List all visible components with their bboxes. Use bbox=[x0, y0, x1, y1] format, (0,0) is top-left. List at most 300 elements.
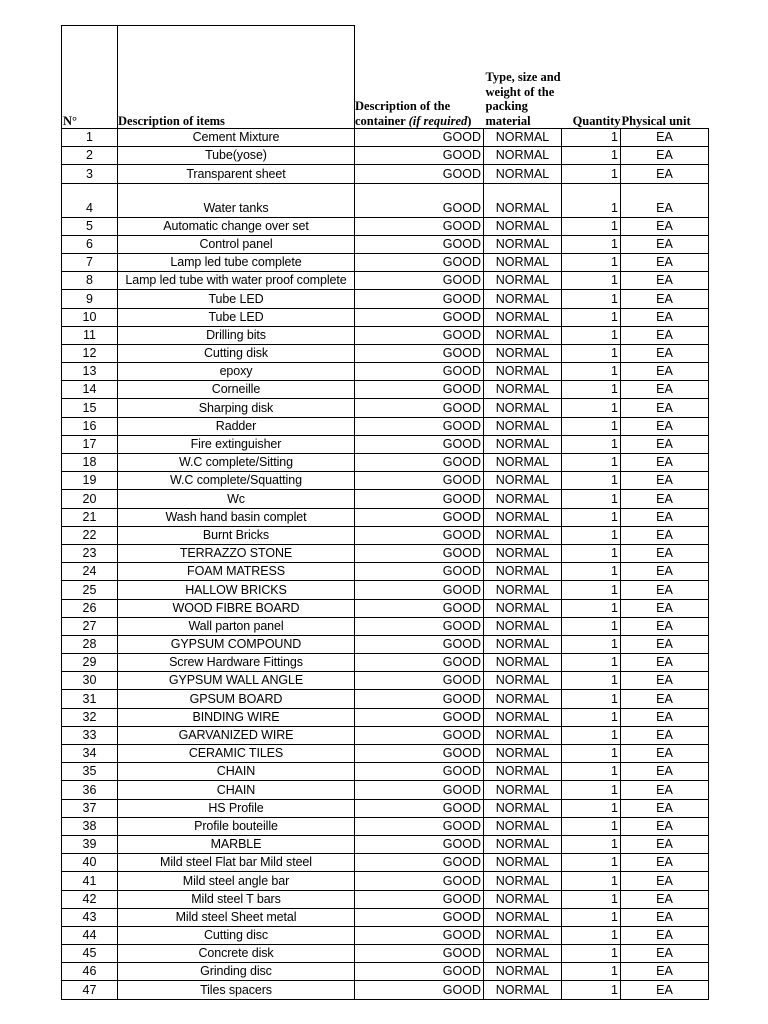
cell-unit: EA bbox=[621, 690, 709, 708]
cell-no: 4 bbox=[62, 183, 118, 217]
cell-type: NORMAL bbox=[484, 147, 562, 165]
table-row bbox=[62, 872, 709, 890]
cell-container: GOOD bbox=[355, 781, 484, 799]
cell-type: NORMAL bbox=[484, 581, 562, 599]
cell-description: Tube(yose) bbox=[118, 147, 355, 165]
cell-type: NORMAL bbox=[484, 235, 562, 253]
cell-quantity: 1 bbox=[562, 165, 621, 183]
cell-quantity: 1 bbox=[562, 399, 621, 417]
cell-description: Corneille bbox=[118, 381, 355, 399]
cell-no: 26 bbox=[62, 599, 118, 617]
header-container-end: ) bbox=[467, 113, 472, 128]
cell-type: NORMAL bbox=[484, 508, 562, 526]
cell-no: 6 bbox=[62, 235, 118, 253]
cell-no: 15 bbox=[62, 399, 118, 417]
cell-no: 27 bbox=[62, 617, 118, 635]
cell-quantity: 1 bbox=[562, 272, 621, 290]
cell-type: NORMAL bbox=[484, 363, 562, 381]
cell-type: NORMAL bbox=[484, 326, 562, 344]
cell-unit: EA bbox=[621, 635, 709, 653]
header-quantity: Quantity bbox=[562, 26, 621, 129]
cell-quantity: 1 bbox=[562, 654, 621, 672]
table-row bbox=[62, 763, 709, 781]
cell-type: NORMAL bbox=[484, 308, 562, 326]
table-row bbox=[62, 726, 709, 744]
cell-type: NORMAL bbox=[484, 781, 562, 799]
cell-no: 45 bbox=[62, 945, 118, 963]
cell-type: NORMAL bbox=[484, 183, 562, 217]
cell-quantity: 1 bbox=[562, 926, 621, 944]
cell-type: NORMAL bbox=[484, 381, 562, 399]
cell-unit: EA bbox=[621, 454, 709, 472]
cell-quantity: 1 bbox=[562, 381, 621, 399]
cell-unit: EA bbox=[621, 472, 709, 490]
cell-type: NORMAL bbox=[484, 926, 562, 944]
table-row bbox=[62, 926, 709, 944]
cell-description: Tube LED bbox=[118, 308, 355, 326]
cell-unit: EA bbox=[621, 508, 709, 526]
cell-quantity: 1 bbox=[562, 690, 621, 708]
cell-unit: EA bbox=[621, 526, 709, 544]
cell-description: Cutting disc bbox=[118, 926, 355, 944]
table-row bbox=[62, 326, 709, 344]
table-row bbox=[62, 563, 709, 581]
cell-type: NORMAL bbox=[484, 290, 562, 308]
cell-no: 10 bbox=[62, 308, 118, 326]
cell-type: NORMAL bbox=[484, 165, 562, 183]
table-row bbox=[62, 690, 709, 708]
header-container bbox=[355, 26, 484, 129]
cell-description: GARVANIZED WIRE bbox=[118, 726, 355, 744]
cell-no: 11 bbox=[62, 326, 118, 344]
table-row bbox=[62, 129, 709, 147]
cell-unit: EA bbox=[621, 272, 709, 290]
cell-container: GOOD bbox=[355, 617, 484, 635]
cell-unit: EA bbox=[621, 290, 709, 308]
cell-container: GOOD bbox=[355, 490, 484, 508]
table-row bbox=[62, 235, 709, 253]
cell-container: GOOD bbox=[355, 454, 484, 472]
cell-container: GOOD bbox=[355, 745, 484, 763]
cell-container: GOOD bbox=[355, 908, 484, 926]
cell-description: Tube LED bbox=[118, 290, 355, 308]
table-row bbox=[62, 654, 709, 672]
cell-quantity: 1 bbox=[562, 835, 621, 853]
cell-description: Fire extinguisher bbox=[118, 435, 355, 453]
cell-description: Screw Hardware Fittings bbox=[118, 654, 355, 672]
table-row bbox=[62, 781, 709, 799]
cell-unit: EA bbox=[621, 926, 709, 944]
cell-unit: EA bbox=[621, 945, 709, 963]
table-row bbox=[62, 399, 709, 417]
header-row bbox=[62, 26, 709, 129]
cell-quantity: 1 bbox=[562, 129, 621, 147]
cell-description: Transparent sheet bbox=[118, 165, 355, 183]
cell-no: 13 bbox=[62, 363, 118, 381]
cell-no: 24 bbox=[62, 563, 118, 581]
cell-type: NORMAL bbox=[484, 981, 562, 999]
cell-no: 23 bbox=[62, 544, 118, 562]
cell-quantity: 1 bbox=[562, 508, 621, 526]
cell-type: NORMAL bbox=[484, 563, 562, 581]
cell-type: NORMAL bbox=[484, 763, 562, 781]
cell-quantity: 1 bbox=[562, 454, 621, 472]
cell-no: 20 bbox=[62, 490, 118, 508]
cell-description: W.C complete/Squatting bbox=[118, 472, 355, 490]
cell-type: NORMAL bbox=[484, 963, 562, 981]
cell-container: GOOD bbox=[355, 926, 484, 944]
cell-unit: EA bbox=[621, 147, 709, 165]
cell-quantity: 1 bbox=[562, 344, 621, 362]
cell-unit: EA bbox=[621, 672, 709, 690]
cell-quantity: 1 bbox=[562, 781, 621, 799]
cell-quantity: 1 bbox=[562, 945, 621, 963]
cell-unit: EA bbox=[621, 745, 709, 763]
table-row bbox=[62, 381, 709, 399]
cell-unit: EA bbox=[621, 981, 709, 999]
table-row bbox=[62, 908, 709, 926]
table-row bbox=[62, 253, 709, 271]
header-container-italic: (if required bbox=[408, 113, 468, 128]
cell-container: GOOD bbox=[355, 235, 484, 253]
cell-type: NORMAL bbox=[484, 417, 562, 435]
cell-quantity: 1 bbox=[562, 763, 621, 781]
cell-type: NORMAL bbox=[484, 654, 562, 672]
cell-no: 16 bbox=[62, 417, 118, 435]
cell-quantity: 1 bbox=[562, 435, 621, 453]
cell-no: 9 bbox=[62, 290, 118, 308]
cell-type: NORMAL bbox=[484, 472, 562, 490]
table-row bbox=[62, 617, 709, 635]
cell-no: 43 bbox=[62, 908, 118, 926]
table-row bbox=[62, 290, 709, 308]
cell-description: CHAIN bbox=[118, 781, 355, 799]
cell-no: 34 bbox=[62, 745, 118, 763]
cell-unit: EA bbox=[621, 835, 709, 853]
cell-no: 32 bbox=[62, 708, 118, 726]
cell-quantity: 1 bbox=[562, 253, 621, 271]
cell-description: Mild steel Sheet metal bbox=[118, 908, 355, 926]
cell-no: 19 bbox=[62, 472, 118, 490]
cell-quantity: 1 bbox=[562, 581, 621, 599]
cell-unit: EA bbox=[621, 763, 709, 781]
cell-container: GOOD bbox=[355, 872, 484, 890]
cell-type: NORMAL bbox=[484, 399, 562, 417]
cell-no: 17 bbox=[62, 435, 118, 453]
cell-container: GOOD bbox=[355, 183, 484, 217]
cell-container: GOOD bbox=[355, 763, 484, 781]
cell-container: GOOD bbox=[355, 399, 484, 417]
cell-type: NORMAL bbox=[484, 817, 562, 835]
cell-description: HS Profile bbox=[118, 799, 355, 817]
cell-no: 35 bbox=[62, 763, 118, 781]
cell-container: GOOD bbox=[355, 435, 484, 453]
cell-unit: EA bbox=[621, 544, 709, 562]
cell-unit: EA bbox=[621, 872, 709, 890]
cell-no: 18 bbox=[62, 454, 118, 472]
cell-description: Wc bbox=[118, 490, 355, 508]
cell-type: NORMAL bbox=[484, 690, 562, 708]
cell-container: GOOD bbox=[355, 981, 484, 999]
cell-container: GOOD bbox=[355, 165, 484, 183]
cell-no: 2 bbox=[62, 147, 118, 165]
cell-no: 39 bbox=[62, 835, 118, 853]
cell-container: GOOD bbox=[355, 508, 484, 526]
cell-quantity: 1 bbox=[562, 363, 621, 381]
cell-type: NORMAL bbox=[484, 726, 562, 744]
table-row bbox=[62, 217, 709, 235]
cell-container: GOOD bbox=[355, 344, 484, 362]
cell-container: GOOD bbox=[355, 817, 484, 835]
cell-unit: EA bbox=[621, 129, 709, 147]
table-row bbox=[62, 165, 709, 183]
cell-description: Lamp led tube with water proof complete bbox=[118, 272, 355, 290]
cell-description: Cutting disk bbox=[118, 344, 355, 362]
cell-no: 12 bbox=[62, 344, 118, 362]
table-row bbox=[62, 147, 709, 165]
cell-no: 42 bbox=[62, 890, 118, 908]
cell-no: 41 bbox=[62, 872, 118, 890]
cell-type: NORMAL bbox=[484, 217, 562, 235]
cell-description: CERAMIC TILES bbox=[118, 745, 355, 763]
table-row bbox=[62, 544, 709, 562]
cell-no: 1 bbox=[62, 129, 118, 147]
cell-description: Concrete disk bbox=[118, 945, 355, 963]
cell-container: GOOD bbox=[355, 890, 484, 908]
table-row bbox=[62, 635, 709, 653]
cell-container: GOOD bbox=[355, 147, 484, 165]
cell-no: 3 bbox=[62, 165, 118, 183]
cell-description: Cement Mixture bbox=[118, 129, 355, 147]
cell-unit: EA bbox=[621, 890, 709, 908]
cell-description: FOAM MATRESS bbox=[118, 563, 355, 581]
cell-unit: EA bbox=[621, 799, 709, 817]
cell-unit: EA bbox=[621, 381, 709, 399]
cell-description: Grinding disc bbox=[118, 963, 355, 981]
cell-description: Control panel bbox=[118, 235, 355, 253]
cell-quantity: 1 bbox=[562, 635, 621, 653]
cell-unit: EA bbox=[621, 854, 709, 872]
table-row bbox=[62, 472, 709, 490]
cell-unit: EA bbox=[621, 435, 709, 453]
table-row bbox=[62, 308, 709, 326]
cell-quantity: 1 bbox=[562, 817, 621, 835]
table-row bbox=[62, 854, 709, 872]
cell-type: NORMAL bbox=[484, 745, 562, 763]
cell-container: GOOD bbox=[355, 672, 484, 690]
cell-no: 31 bbox=[62, 690, 118, 708]
cell-type: NORMAL bbox=[484, 435, 562, 453]
cell-description: Profile bouteille bbox=[118, 817, 355, 835]
header-container-main: Description of the container bbox=[355, 99, 451, 128]
cell-quantity: 1 bbox=[562, 326, 621, 344]
cell-no: 5 bbox=[62, 217, 118, 235]
cell-description: MARBLE bbox=[118, 835, 355, 853]
cell-unit: EA bbox=[621, 253, 709, 271]
cell-quantity: 1 bbox=[562, 981, 621, 999]
cell-unit: EA bbox=[621, 217, 709, 235]
cell-quantity: 1 bbox=[562, 908, 621, 926]
cell-no: 38 bbox=[62, 817, 118, 835]
cell-quantity: 1 bbox=[562, 544, 621, 562]
cell-type: NORMAL bbox=[484, 272, 562, 290]
table-row bbox=[62, 708, 709, 726]
header-unit: Physical unit bbox=[621, 26, 709, 129]
cell-description: WOOD FIBRE BOARD bbox=[118, 599, 355, 617]
cell-type: NORMAL bbox=[484, 599, 562, 617]
cell-unit: EA bbox=[621, 235, 709, 253]
cell-type: NORMAL bbox=[484, 799, 562, 817]
cell-quantity: 1 bbox=[562, 963, 621, 981]
cell-type: NORMAL bbox=[484, 854, 562, 872]
cell-no: 33 bbox=[62, 726, 118, 744]
cell-quantity: 1 bbox=[562, 308, 621, 326]
cell-quantity: 1 bbox=[562, 708, 621, 726]
table-row bbox=[62, 344, 709, 362]
cell-quantity: 1 bbox=[562, 599, 621, 617]
cell-container: GOOD bbox=[355, 726, 484, 744]
cell-container: GOOD bbox=[355, 581, 484, 599]
cell-no: 14 bbox=[62, 381, 118, 399]
cell-unit: EA bbox=[621, 908, 709, 926]
cell-unit: EA bbox=[621, 781, 709, 799]
cell-unit: EA bbox=[621, 326, 709, 344]
cell-type: NORMAL bbox=[484, 344, 562, 362]
cell-type: NORMAL bbox=[484, 129, 562, 147]
table-row bbox=[62, 183, 709, 217]
table-row bbox=[62, 835, 709, 853]
table-row bbox=[62, 945, 709, 963]
cell-type: NORMAL bbox=[484, 872, 562, 890]
cell-description: HALLOW BRICKS bbox=[118, 581, 355, 599]
cell-container: GOOD bbox=[355, 272, 484, 290]
cell-container: GOOD bbox=[355, 945, 484, 963]
cell-container: GOOD bbox=[355, 599, 484, 617]
cell-description: Burnt Bricks bbox=[118, 526, 355, 544]
cell-unit: EA bbox=[621, 308, 709, 326]
cell-description: CHAIN bbox=[118, 763, 355, 781]
table-row bbox=[62, 363, 709, 381]
cell-no: 37 bbox=[62, 799, 118, 817]
cell-no: 7 bbox=[62, 253, 118, 271]
table-row bbox=[62, 599, 709, 617]
cell-unit: EA bbox=[621, 363, 709, 381]
header-description: Description of items bbox=[118, 26, 355, 129]
cell-no: 47 bbox=[62, 981, 118, 999]
cell-type: NORMAL bbox=[484, 890, 562, 908]
cell-description: Water tanks bbox=[118, 183, 355, 217]
cell-container: GOOD bbox=[355, 290, 484, 308]
cell-type: NORMAL bbox=[484, 454, 562, 472]
cell-no: 40 bbox=[62, 854, 118, 872]
cell-description: Tiles spacers bbox=[118, 981, 355, 999]
cell-container: GOOD bbox=[355, 326, 484, 344]
table-row bbox=[62, 490, 709, 508]
cell-quantity: 1 bbox=[562, 472, 621, 490]
cell-unit: EA bbox=[621, 617, 709, 635]
cell-type: NORMAL bbox=[484, 253, 562, 271]
cell-quantity: 1 bbox=[562, 417, 621, 435]
cell-container: GOOD bbox=[355, 963, 484, 981]
table-row bbox=[62, 417, 709, 435]
cell-no: 46 bbox=[62, 963, 118, 981]
cell-container: GOOD bbox=[355, 217, 484, 235]
cell-unit: EA bbox=[621, 417, 709, 435]
cell-container: GOOD bbox=[355, 563, 484, 581]
cell-container: GOOD bbox=[355, 690, 484, 708]
cell-type: NORMAL bbox=[484, 945, 562, 963]
cell-type: NORMAL bbox=[484, 908, 562, 926]
table-row bbox=[62, 817, 709, 835]
cell-quantity: 1 bbox=[562, 526, 621, 544]
table-row bbox=[62, 526, 709, 544]
cell-no: 25 bbox=[62, 581, 118, 599]
cell-unit: EA bbox=[621, 183, 709, 217]
cell-unit: EA bbox=[621, 399, 709, 417]
cell-unit: EA bbox=[621, 654, 709, 672]
cell-description: Mild steel Flat bar Mild steel bbox=[118, 854, 355, 872]
cell-description: Automatic change over set bbox=[118, 217, 355, 235]
cell-unit: EA bbox=[621, 963, 709, 981]
header-type: Type, size and weight of the packing material bbox=[484, 26, 562, 129]
cell-container: GOOD bbox=[355, 381, 484, 399]
cell-unit: EA bbox=[621, 599, 709, 617]
cell-quantity: 1 bbox=[562, 799, 621, 817]
cell-container: GOOD bbox=[355, 253, 484, 271]
header-no: N° bbox=[62, 26, 118, 129]
cell-container: GOOD bbox=[355, 129, 484, 147]
cell-description: W.C complete/Sitting bbox=[118, 454, 355, 472]
cell-quantity: 1 bbox=[562, 745, 621, 763]
cell-no: 22 bbox=[62, 526, 118, 544]
cell-no: 28 bbox=[62, 635, 118, 653]
cell-type: NORMAL bbox=[484, 835, 562, 853]
cell-container: GOOD bbox=[355, 854, 484, 872]
cell-quantity: 1 bbox=[562, 854, 621, 872]
cell-quantity: 1 bbox=[562, 872, 621, 890]
cell-description: TERRAZZO STONE bbox=[118, 544, 355, 562]
cell-container: GOOD bbox=[355, 308, 484, 326]
cell-description: Wash hand basin complet bbox=[118, 508, 355, 526]
table-row bbox=[62, 454, 709, 472]
cell-unit: EA bbox=[621, 165, 709, 183]
cell-quantity: 1 bbox=[562, 235, 621, 253]
cell-no: 36 bbox=[62, 781, 118, 799]
table-row bbox=[62, 508, 709, 526]
table-body bbox=[62, 129, 709, 1000]
cell-description: GPSUM BOARD bbox=[118, 690, 355, 708]
table-row bbox=[62, 672, 709, 690]
table-row bbox=[62, 435, 709, 453]
cell-container: GOOD bbox=[355, 417, 484, 435]
cell-no: 8 bbox=[62, 272, 118, 290]
cell-no: 29 bbox=[62, 654, 118, 672]
cell-description: Drilling bits bbox=[118, 326, 355, 344]
table-row bbox=[62, 890, 709, 908]
table-row bbox=[62, 581, 709, 599]
cell-container: GOOD bbox=[355, 363, 484, 381]
cell-quantity: 1 bbox=[562, 217, 621, 235]
cell-type: NORMAL bbox=[484, 490, 562, 508]
cell-description: epoxy bbox=[118, 363, 355, 381]
table-row bbox=[62, 981, 709, 999]
cell-type: NORMAL bbox=[484, 544, 562, 562]
cell-quantity: 1 bbox=[562, 147, 621, 165]
cell-quantity: 1 bbox=[562, 672, 621, 690]
cell-container: GOOD bbox=[355, 835, 484, 853]
cell-type: NORMAL bbox=[484, 672, 562, 690]
cell-type: NORMAL bbox=[484, 635, 562, 653]
